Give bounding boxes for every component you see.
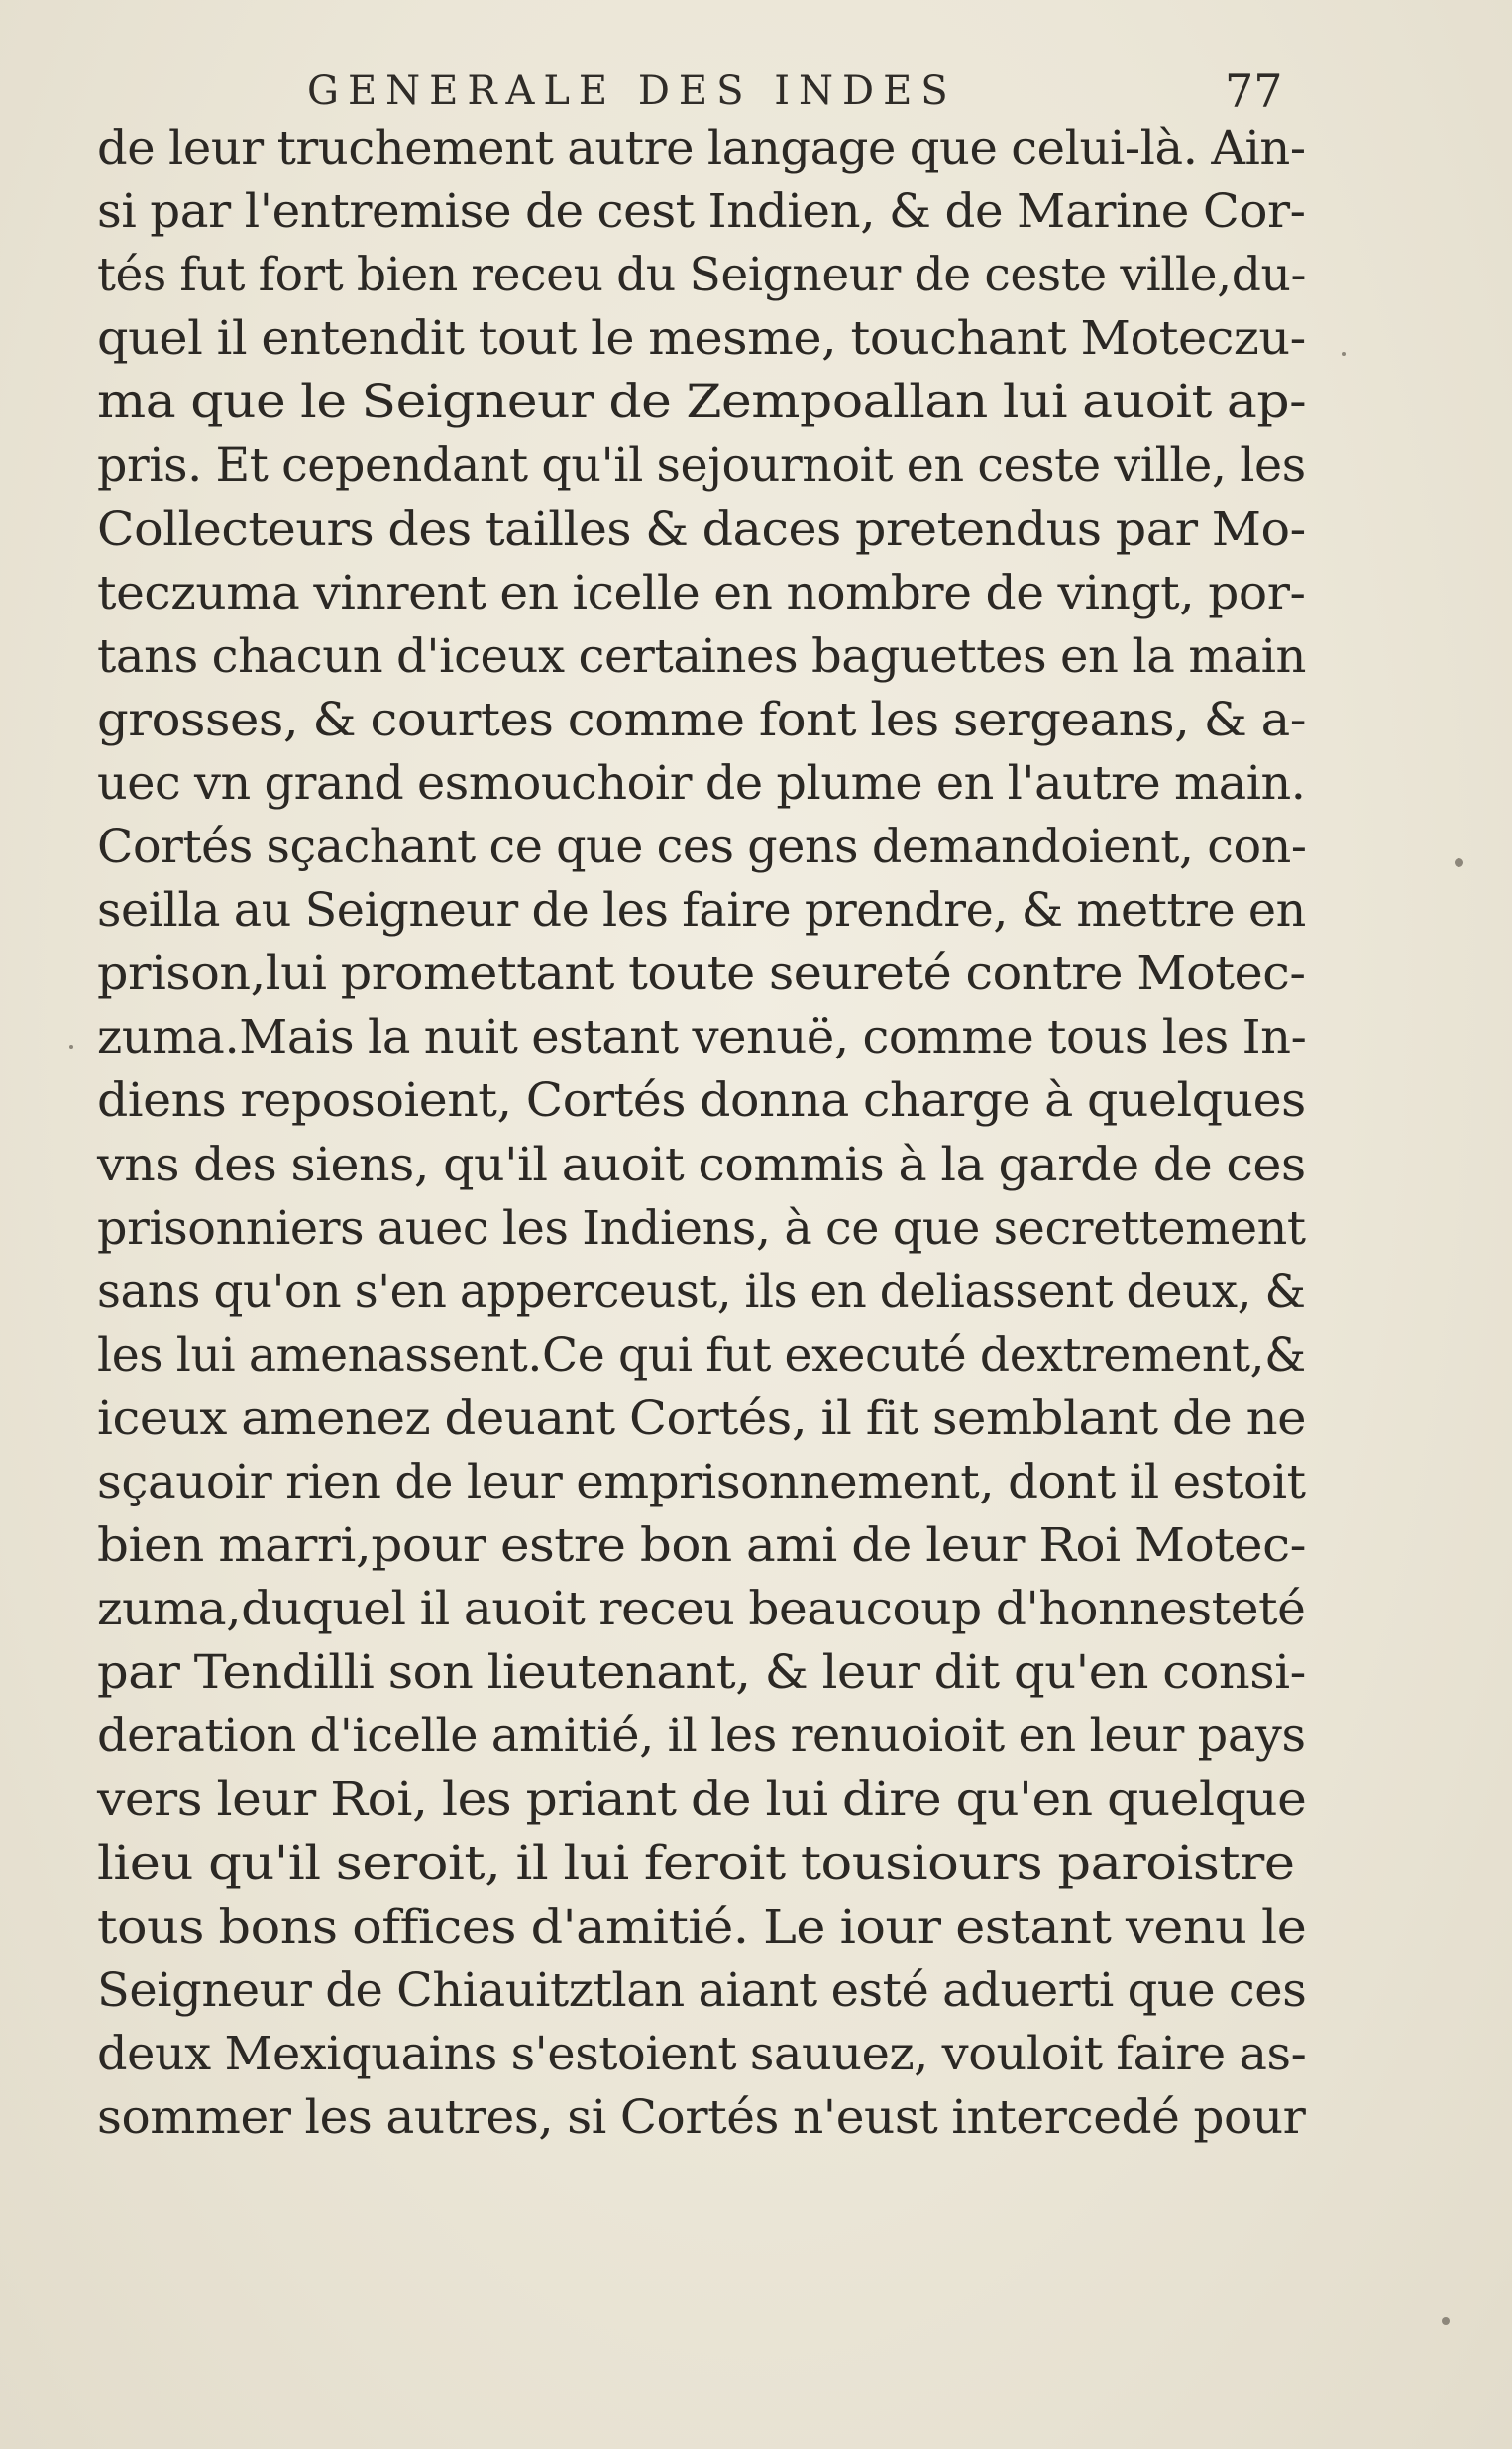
- text-line: lieu qu'il seroit, il lui feroit tousiours paroistre: [97, 1836, 1295, 1891]
- text-line: prisonniers auec les Indiens, à ce que secrettement: [97, 1200, 1306, 1256]
- header-title: GENERALE DES INDES: [307, 68, 957, 114]
- text-line: tans chacun d'iceux certaines baguettes en la main: [97, 628, 1307, 684]
- text-line: diens reposoient, Cortés donna charge à quelques: [97, 1073, 1306, 1129]
- text-line: si par l'entremise de cest Indien, & de Marine Cor-: [97, 184, 1306, 240]
- paper-speck: [1442, 2317, 1450, 2325]
- text-line: teczuma vinrent en icelle en nombre de vingt, por-: [97, 565, 1306, 620]
- text-line: Collecteurs des tailles & daces pretendus par Mo-: [97, 501, 1306, 557]
- text-line: iceux amenez deuant Cortés, il fit semblant de ne: [97, 1391, 1307, 1446]
- text-line: par Tendilli son lieutenant, & leur dit qu'en consi-: [97, 1645, 1306, 1701]
- text-line: zuma,duquel il auoit receu beaucoup d'honnesteté: [97, 1582, 1306, 1637]
- text-line: sommer les autres, si Cortés n'eust intercedé pour: [97, 2089, 1306, 2145]
- text-line: pris. Et cependant qu'il sejournoit en ceste ville, les: [97, 438, 1306, 494]
- text-line: sçauoir rien de leur emprisonnement, dont il estoit: [97, 1454, 1306, 1509]
- text-line: deux Mexiquains s'estoient sauuez, vouloit faire as-: [97, 2026, 1307, 2081]
- text-line: seilla au Seigneur de les faire prendre, & mettre en: [97, 883, 1306, 939]
- text-line: vns des siens, qu'il auoit commis à la garde de ces: [97, 1137, 1306, 1192]
- text-line: tés fut fort bien receu du Seigneur de ceste ville,du-: [97, 248, 1306, 303]
- paper-speck: [1342, 352, 1346, 356]
- running-head: [0, 61, 1512, 121]
- text-line: deration d'icelle amitié, il les renuoioit en leur pays: [97, 1709, 1306, 1764]
- text-line: Seigneur de Chiauitztlan aiant esté aduerti que ces: [97, 1962, 1307, 2018]
- body-text: [97, 117, 1306, 2150]
- page-number: 77: [1225, 64, 1283, 118]
- text-line: bien marri,pour estre bon ami de leur Roi Motec-: [97, 1518, 1307, 1574]
- text-line: les lui amenassent.Ce qui fut executé dextrement,&: [97, 1327, 1306, 1383]
- text-line: vers leur Roi, les priant de lui dire qu'en quelque: [97, 1772, 1307, 1828]
- text-line: sans qu'on s'en apperceust, ils en deliassent deux, &: [97, 1264, 1306, 1319]
- text-line: grosses, & courtes comme font les sergeans, & a-: [97, 692, 1307, 747]
- text-line: de leur truchement autre langage que celui-là. Ain-: [97, 121, 1306, 175]
- text-line: quel il entendit tout le mesme, touchant Moteczu-: [97, 311, 1306, 367]
- text-line: uec vn grand esmouchoir de plume en l'autre main.: [97, 755, 1306, 811]
- text-line: tous bons offices d'amitié. Le iour estant venu le: [97, 1899, 1307, 1954]
- paper-speck: [69, 1045, 73, 1049]
- paper-speck: [1455, 858, 1463, 867]
- text-line: ma que le Seigneur de Zempoallan lui auoit ap-: [97, 375, 1307, 430]
- text-line: prison,lui promettant toute seureté contre Motec-: [97, 946, 1306, 1002]
- text-line: Cortés sçachant ce que ces gens demandoient, con-: [97, 820, 1307, 875]
- text-line: zuma.Mais la nuit estant venuë, comme tous les In-: [97, 1010, 1307, 1065]
